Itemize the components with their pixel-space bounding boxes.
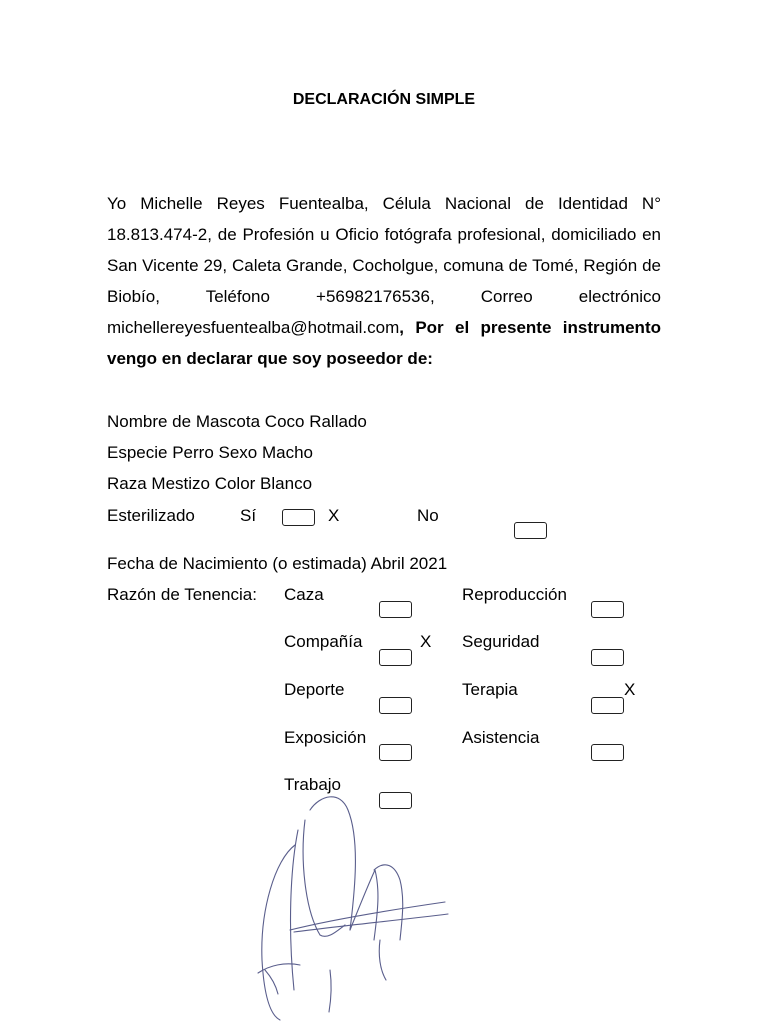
sterilized-no-label: No	[417, 506, 439, 525]
tenure-checkbox-caza[interactable]	[379, 601, 412, 618]
tenure-option-caza: Caza	[284, 585, 324, 604]
pet-breed-line: Raza Mestizo Color Blanco	[107, 474, 313, 493]
declaration-paragraph	[107, 188, 661, 374]
tenure-option-terapia: Terapia	[462, 680, 518, 699]
tenure-mark-terapia: X	[624, 680, 636, 699]
tenure-option-reproduccion: Reproducción	[462, 585, 567, 604]
pet-species-line: Especie Perro Sexo Macho	[107, 443, 313, 462]
tenure-checkbox-exposicion[interactable]	[379, 744, 412, 761]
tenure-checkbox-compania[interactable]	[379, 649, 412, 666]
sterilized-yes-label: Sí	[240, 506, 257, 525]
signature-image	[250, 790, 470, 1024]
tenure-checkbox-deporte[interactable]	[379, 697, 412, 714]
tenure-checkbox-terapia[interactable]	[591, 697, 624, 714]
tenure-mark-compania: X	[420, 632, 432, 651]
tenure-checkbox-seguridad[interactable]	[591, 649, 624, 666]
declaration-emphasis: , Por el presente instrumento vengo en declarar que soy poseedor de:	[107, 318, 661, 368]
declaration-intro: Yo Michelle Reyes Fuentealba, Célula Nacional de Identidad N° 18.813.474-2, de Profesión u Oficio fotógrafa profesional, domiciliado en San Vicente 29, Caleta Grande, Cocholgue, comuna de Tomé, Región de Biobío, Teléfono +56982176536, Correo electrónico michellereyesfuentealba@hotmail.com	[107, 194, 661, 337]
sterilized-yes-checkbox[interactable]	[282, 509, 315, 526]
tenure-option-deporte: Deporte	[284, 680, 345, 699]
birth-date-line: Fecha de Nacimiento (o estimada) Abril 2021	[107, 554, 448, 573]
tenure-checkbox-asistencia[interactable]	[591, 744, 624, 761]
tenure-option-asistencia: Asistencia	[462, 728, 540, 747]
tenure-option-seguridad: Seguridad	[462, 632, 540, 651]
sterilized-no-checkbox[interactable]	[514, 522, 547, 539]
tenure-option-trabajo: Trabajo	[284, 775, 342, 794]
pet-name-line: Nombre de Mascota Coco Rallado	[107, 412, 367, 431]
sterilized-label: Esterilizado	[107, 506, 195, 525]
tenure-checkbox-reproduccion[interactable]	[591, 601, 624, 618]
sterilized-yes-mark: X	[328, 506, 340, 525]
document-title: DECLARACIÓN SIMPLE	[292, 91, 476, 108]
tenure-option-exposicion: Exposición	[284, 728, 367, 747]
tenure-label: Razón de Tenencia:	[107, 585, 257, 604]
tenure-option-compania: Compañía	[284, 632, 363, 651]
